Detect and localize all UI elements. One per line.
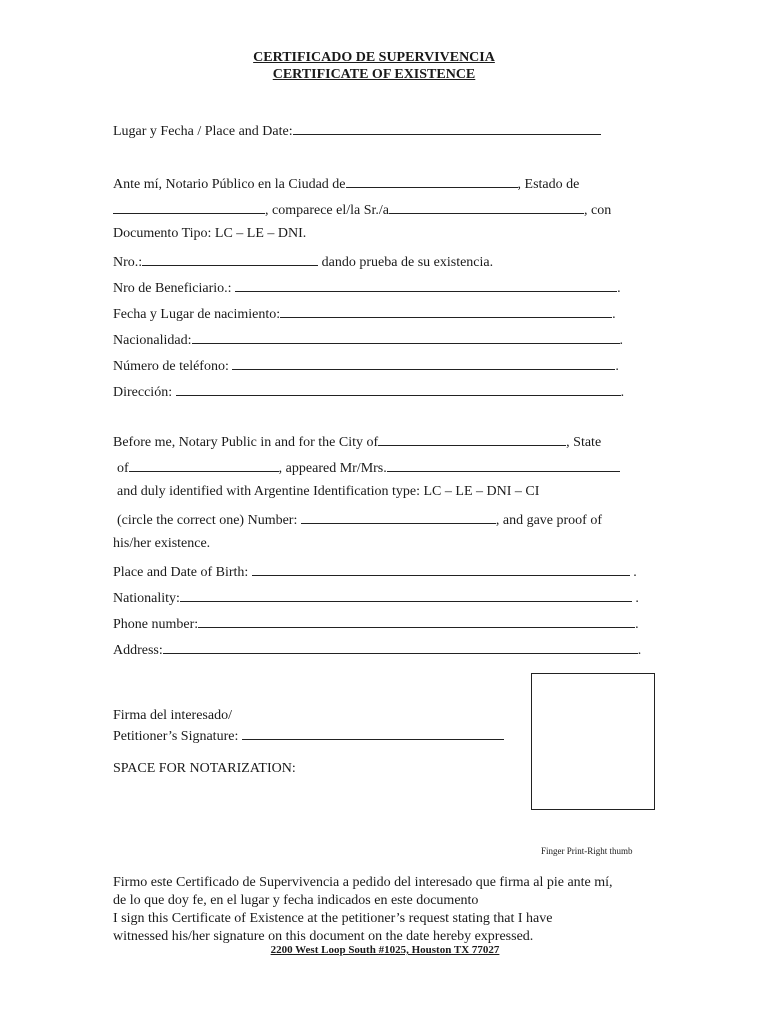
title-spanish: CERTIFICADO DE SUPERVIVENCIA	[253, 50, 495, 65]
nacimiento-field[interactable]	[280, 304, 612, 318]
before-me-row	[113, 432, 601, 451]
address-label: Address:	[113, 643, 163, 658]
comparece-label: , comparece el/la Sr./a	[265, 203, 389, 218]
nacionalidad-label: Nacionalidad:	[113, 333, 192, 348]
period: .	[617, 281, 621, 296]
id-number-field[interactable]	[301, 510, 496, 524]
con-label: , con	[584, 203, 612, 218]
closing-en-line2: witnessed his/her signature on this document on the date hereby expressed.	[113, 929, 534, 944]
period: .	[620, 385, 625, 400]
documento-tipo: Documento Tipo: LC – LE – DNI.	[113, 226, 307, 241]
notary-intro-label: Ante mí, Notario Público en la Ciudad de	[113, 177, 346, 192]
beneficiario-field[interactable]	[235, 278, 617, 292]
signature-field[interactable]	[242, 726, 504, 740]
senor-field[interactable]	[389, 200, 584, 214]
ciudad-field[interactable]	[346, 174, 518, 188]
place-date-field[interactable]	[293, 121, 601, 135]
fingerprint-caption: Finger Print-Right thumb	[541, 846, 633, 856]
footer-address: 2200 West Loop South #1025, Houston TX 77027	[270, 944, 500, 956]
before-me-label: Before me, Notary Public in and for the City of	[113, 435, 379, 450]
phone-field[interactable]	[198, 614, 635, 628]
circle-label: (circle the correct one) Number:	[117, 513, 298, 528]
phone-label: Phone number:	[113, 617, 199, 632]
direccion-row	[113, 382, 624, 401]
title-english: CERTIFICATE OF EXISTENCE	[272, 67, 476, 82]
birth-label: Place and Date of Birth:	[113, 565, 249, 580]
period: .	[629, 565, 637, 580]
telefono-label: Número de teléfono:	[113, 359, 229, 374]
nationality-label: Nationality:	[113, 591, 180, 606]
gave-proof-label: , and gave proof of	[495, 513, 602, 528]
nationality-row	[113, 588, 639, 607]
nacimiento-row	[113, 304, 616, 323]
signature-row	[113, 726, 504, 745]
period: .	[631, 591, 639, 606]
estado-label: , Estado de	[517, 177, 580, 192]
nationality-field[interactable]	[180, 588, 632, 602]
closing-es-line2: de lo que doy fe, en el lugar y fecha indicados en este documento	[113, 893, 479, 908]
place-date-label: Lugar y Fecha / Place and Date:	[113, 124, 293, 139]
notarization-label: SPACE FOR NOTARIZATION:	[113, 761, 296, 776]
notary-city-row	[113, 174, 579, 193]
fingerprint-box[interactable]	[531, 673, 655, 810]
nro-label: Nro.:	[113, 255, 143, 270]
address-field[interactable]	[163, 640, 638, 654]
identified-text: and duly identified with Argentine Identification type: LC – LE – DNI – CI	[117, 484, 540, 499]
number-row	[117, 510, 602, 529]
nacionalidad-field[interactable]	[192, 330, 620, 344]
petitioner-label: Petitioner’s Signature:	[113, 729, 239, 744]
period: .	[615, 359, 619, 374]
place-date-row	[113, 121, 601, 140]
direccion-label: Dirección:	[113, 385, 173, 400]
estado-field[interactable]	[113, 200, 265, 214]
comparece-row	[113, 200, 611, 219]
period: .	[619, 333, 624, 348]
period: .	[612, 307, 616, 322]
state-label: , State	[566, 435, 602, 450]
phone-row	[113, 614, 639, 633]
appeared-name-field[interactable]	[387, 458, 620, 472]
appeared-label: , appeared Mr/Mrs.	[278, 461, 387, 476]
birth-field[interactable]	[252, 562, 630, 576]
telefono-field[interactable]	[232, 356, 615, 370]
nacimiento-label: Fecha y Lugar de nacimiento:	[113, 307, 281, 322]
beneficiario-label: Nro de Beneficiario.:	[113, 281, 232, 296]
closing-es-line1: Firmo este Certificado de Supervivencia a pedido del interesado que firma al pie ante mí,	[113, 875, 613, 890]
direccion-field[interactable]	[176, 382, 621, 396]
state-field[interactable]	[129, 458, 279, 472]
of-label: of	[117, 461, 129, 476]
prueba-label: dando prueba de su existencia.	[321, 255, 494, 270]
beneficiario-row	[113, 278, 621, 297]
period: .	[635, 617, 639, 632]
appeared-row	[117, 458, 620, 477]
birth-row	[113, 562, 637, 581]
nro-field[interactable]	[142, 252, 318, 266]
nacionalidad-row	[113, 330, 623, 349]
period: .	[637, 643, 642, 658]
telefono-row	[113, 356, 619, 375]
existence-text: his/her existence.	[113, 536, 211, 551]
address-row	[113, 640, 641, 659]
nro-row	[113, 252, 493, 271]
closing-en-line1: I sign this Certificate of Existence at the petitioner’s request stating that I have	[113, 911, 553, 926]
firma-label: Firma del interesado/	[113, 708, 232, 723]
city-field[interactable]	[378, 432, 566, 446]
